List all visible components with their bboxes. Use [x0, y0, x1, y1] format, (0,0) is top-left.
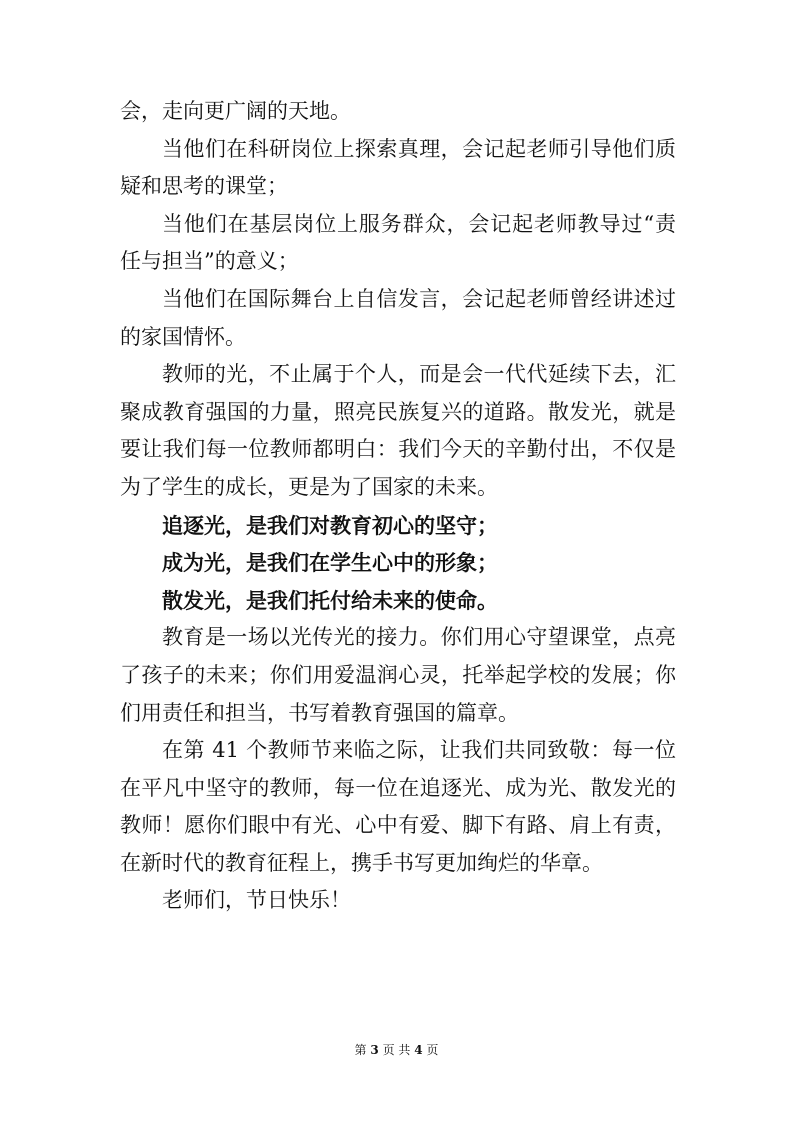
paragraph-2: 当他们在科研岗位上探索真理，会记起老师引导他们质疑和思考的课堂；	[120, 136, 676, 199]
page-footer	[0, 1042, 793, 1058]
footer-current-page: 3	[370, 1043, 379, 1057]
paragraph-5: 教师的光，不止属于个人，而是会一代代延续下去，汇聚成教育强国的力量，照亮民族复兴的道路。散发光，就是要让我们每一位教师都明白：我们今天的辛勤付出，不仅是为了学生的成长，更是为了国家的未来。	[120, 362, 676, 499]
footer-middle: 页 共	[382, 1043, 411, 1057]
paragraph-10: 在第 41 个教师节来临之际，让我们共同致敬：每一位在平凡中坚守的教师，每一位在追逐光、成为光、散发光的教师！愿你们眼中有光、心中有爱、脚下有路、肩上有责，在新时代的教育征程上，携手书写更加绚烂的华章。	[120, 738, 676, 875]
paragraph-6-bold: 追逐光，是我们对教育初心的坚守；	[162, 512, 498, 538]
paragraph-7-bold: 成为光，是我们在学生心中的形象；	[162, 550, 498, 576]
footer-suffix: 页	[426, 1043, 439, 1057]
paragraph-3: 当他们在基层岗位上服务群众，会记起老师教导过“责任与担当”的意义；	[120, 211, 676, 274]
paragraph-1: 会，走向更广阔的天地。	[120, 99, 351, 123]
paragraph-11: 老师们，节日快乐！	[162, 888, 351, 913]
document-body	[120, 93, 676, 920]
paragraph-9: 教育是一场以光传光的接力。你们用心守望课堂，点亮了孩子的未来；你们用爱温润心灵，托举起学校的发展；你们用责任和担当，书写着教育强国的篇章。	[120, 625, 676, 725]
paragraph-4: 当他们在国际舞台上自信发言，会记起老师曾经讲述过的家国情怀。	[120, 286, 676, 349]
footer-total-pages: 4	[414, 1043, 423, 1057]
footer-prefix: 第	[354, 1043, 367, 1057]
paragraph-8-bold: 散发光，是我们托付给未来的使命。	[162, 587, 498, 613]
